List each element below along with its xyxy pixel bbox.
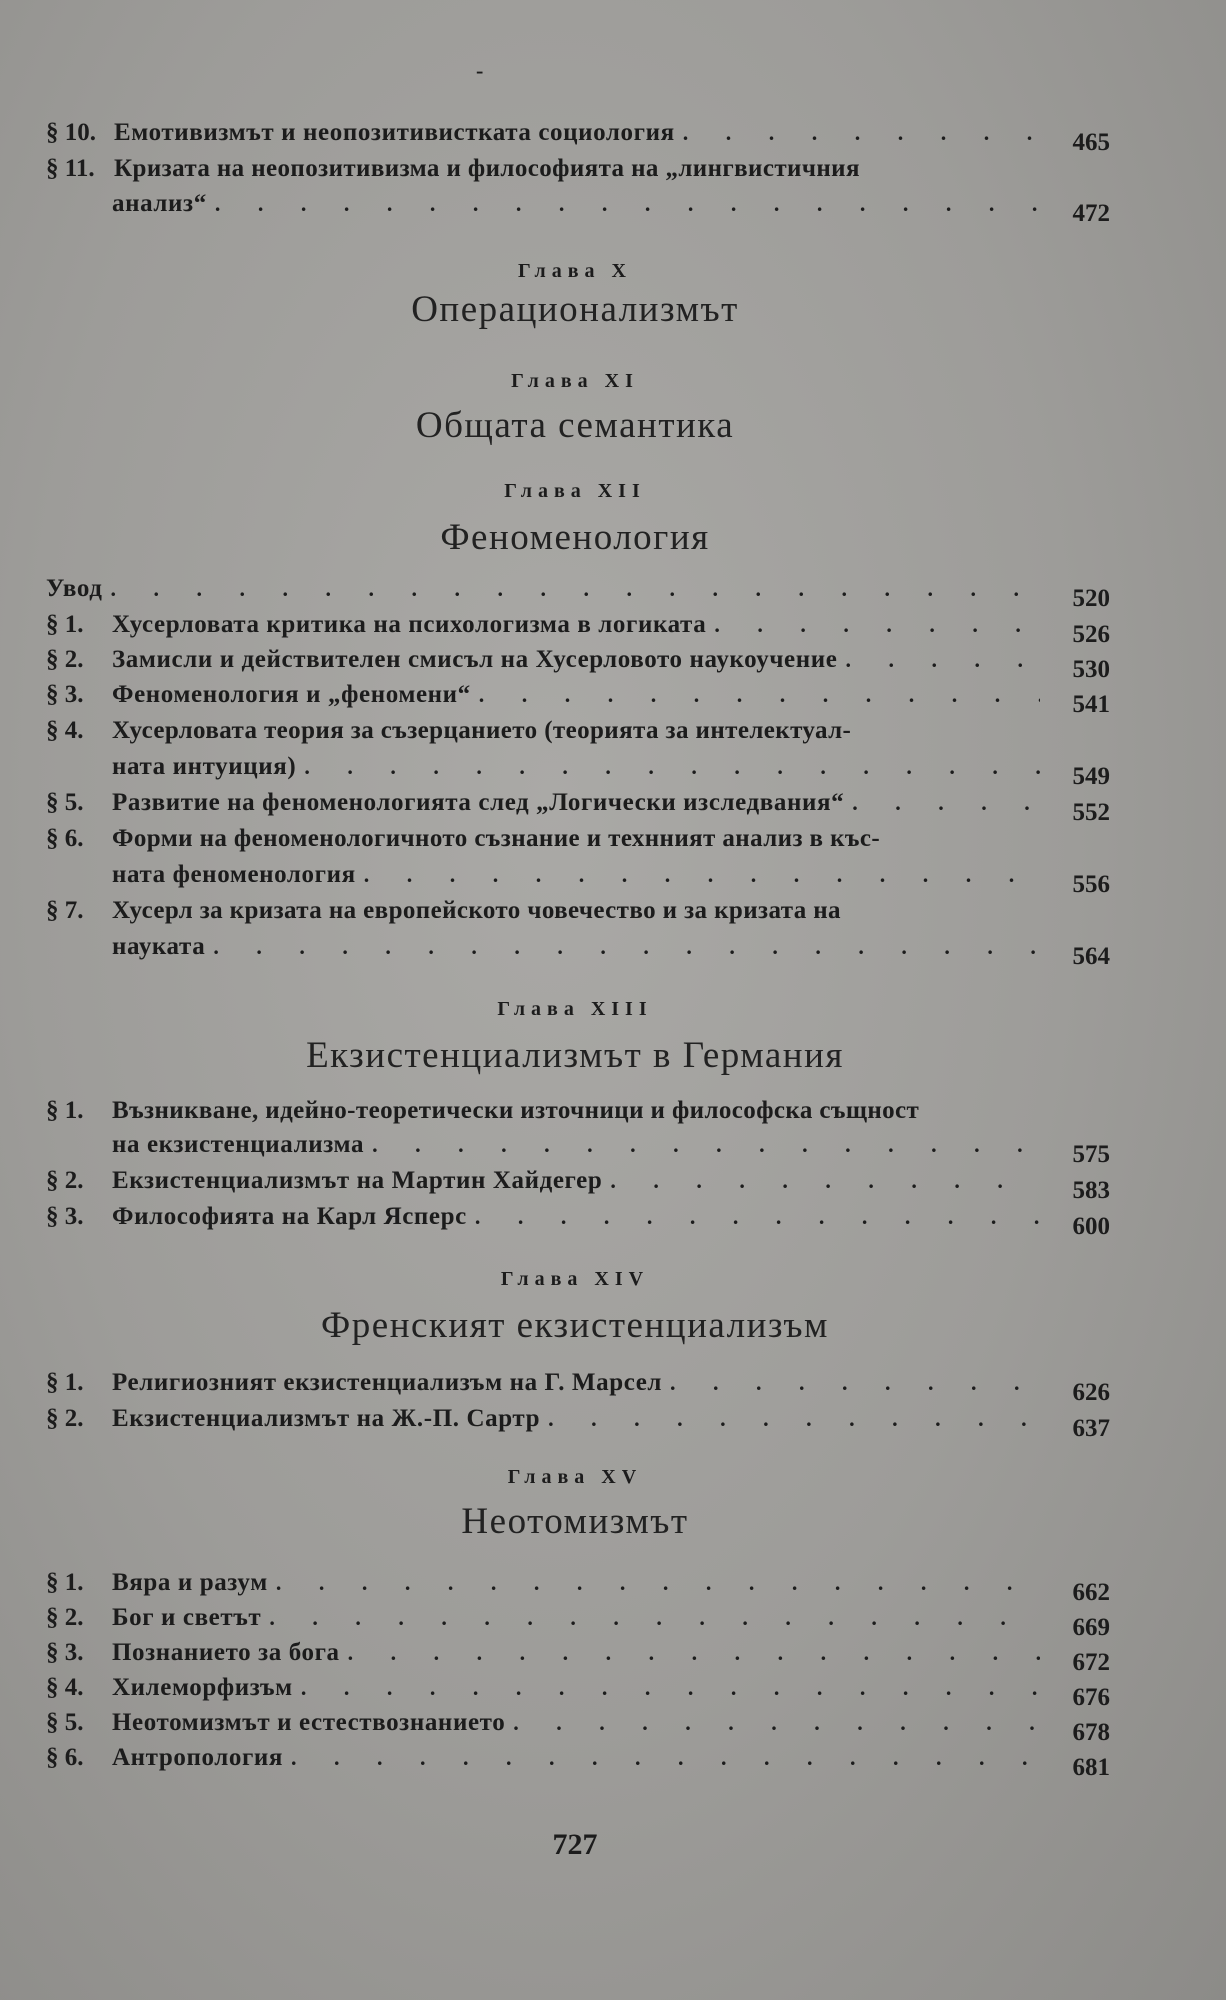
chapter-title-11: Общата семантика — [415, 405, 735, 446]
toc-entry-13-1 — [46, 1096, 1026, 1126]
toc-entry-12-4-cont — [112, 752, 1110, 790]
leader-dots — [548, 1408, 1040, 1430]
toc-title: Неотомизмът и естествознанието — [112, 1709, 506, 1736]
toc-title: Хусерловата критика на психологизма в логиката — [112, 611, 707, 638]
chapter-label-15: Глава XV — [507, 1466, 643, 1488]
toc-title: Увод — [46, 575, 103, 602]
toc-title: Хусерл за кризата на европейското човечество и за кризата на — [112, 897, 841, 924]
leader-dots — [852, 792, 1040, 814]
toc-title: Бог и светът — [112, 1604, 262, 1631]
toc-page: 520 — [1072, 585, 1110, 612]
leader-dots — [215, 193, 1040, 215]
toc-section: § 3. — [46, 1203, 84, 1230]
toc-entry-s11-cont — [112, 189, 1110, 227]
leader-dots — [213, 936, 1040, 958]
toc-title: Екзистенциализмът на Ж.-П. Сартр — [112, 1405, 541, 1432]
chapter-title-12: Феноменология — [440, 517, 710, 558]
toc-entry-12-5 — [46, 788, 1110, 826]
toc-page: 541 — [1072, 691, 1110, 718]
toc-entry-12-1 — [46, 610, 1110, 648]
toc-entry-15-3 — [46, 1638, 1110, 1676]
leader-dots — [269, 1607, 1040, 1629]
toc-section: § 1. — [46, 611, 84, 638]
toc-section: § 4. — [46, 1674, 84, 1701]
toc-title-continuation: анализ“ — [112, 190, 207, 217]
leader-dots — [348, 1642, 1040, 1664]
toc-section: § 7. — [46, 897, 84, 924]
toc-page: 672 — [1072, 1649, 1110, 1676]
toc-entry-intro — [46, 574, 1110, 612]
leader-dots — [683, 122, 1040, 144]
toc-title: Хилеморфизъм — [112, 1674, 293, 1701]
toc-entry-s11 — [46, 154, 1026, 184]
toc-title: Форми на феноменологичното съзнание и технният анализ в къс- — [112, 825, 881, 852]
toc-section: § 6. — [46, 1744, 84, 1771]
toc-section: § 11. — [46, 155, 95, 182]
toc-entry-12-4 — [46, 716, 1026, 746]
toc-page: 583 — [1072, 1177, 1110, 1204]
toc-entry-12-3 — [46, 680, 1110, 718]
toc-page: 600 — [1072, 1213, 1110, 1240]
toc-title-continuation: ната интуиция) — [112, 753, 297, 780]
toc-title-continuation: на екзистенциализма — [112, 1131, 365, 1158]
toc-section: § 6. — [46, 825, 84, 852]
toc-section: § 2. — [46, 646, 84, 673]
toc-page: 556 — [1072, 871, 1110, 898]
leader-dots — [364, 864, 1040, 886]
chapter-label-13: Глава XIII — [497, 998, 653, 1020]
toc-entry-13-3 — [46, 1202, 1110, 1240]
leader-dots — [479, 684, 1040, 706]
leader-dots — [845, 649, 1040, 671]
toc-title-continuation: науката — [112, 933, 206, 960]
toc-section: § 2. — [46, 1167, 84, 1194]
leader-dots — [475, 1206, 1040, 1228]
toc-page: 472 — [1072, 200, 1110, 227]
leader-dots — [610, 1170, 1040, 1192]
leader-dots — [304, 756, 1040, 778]
chapter-title-10: Операционализмът — [411, 289, 739, 330]
toc-title: Замисли и действителен смисъл на Хусерловото наукоучение — [112, 646, 838, 673]
toc-page: 575 — [1072, 1141, 1110, 1168]
toc-entry-15-5 — [46, 1708, 1110, 1746]
toc-section: § 4. — [46, 717, 84, 744]
toc-section: § 1. — [46, 1569, 84, 1596]
toc-page: 626 — [1072, 1379, 1110, 1406]
toc-title: Хусерловата теория за съзерцанието (теорията за интелектуал- — [112, 717, 852, 744]
toc-section: § 1. — [46, 1369, 84, 1396]
toc-title: Познанието за бога — [112, 1639, 340, 1666]
toc-entry-14-2 — [46, 1404, 1110, 1442]
toc-entry-13-1-cont — [112, 1130, 1110, 1168]
chapter-title-13: Екзистенциализмът в Германия — [306, 1035, 844, 1076]
toc-page: 549 — [1072, 763, 1110, 790]
toc-entry-13-2 — [46, 1166, 1110, 1204]
toc-page: 669 — [1072, 1614, 1110, 1641]
toc-title: Кризата на неопозитивизма и философията на „лингвистичния — [114, 155, 860, 182]
chapter-label-11: Глава XI — [511, 370, 639, 392]
toc-page: 526 — [1072, 621, 1110, 648]
toc-page: 678 — [1072, 1719, 1110, 1746]
toc-section: § 2. — [46, 1604, 84, 1631]
toc-entry-15-2 — [46, 1603, 1110, 1641]
toc-title: Вяра и разум — [112, 1569, 268, 1596]
leader-dots — [110, 578, 1040, 600]
toc-title: Антропология — [112, 1744, 284, 1771]
toc-title: Религиозният екзистенциализъм на Г. Марсел — [112, 1369, 663, 1396]
toc-entry-12-7 — [46, 896, 1026, 926]
toc-page: 530 — [1072, 656, 1110, 683]
toc-section: § 3. — [46, 681, 84, 708]
toc-entry-s10 — [46, 118, 1110, 156]
leader-dots — [301, 1677, 1040, 1699]
toc-page: 465 — [1072, 129, 1110, 156]
toc-title: Екзистенциализмът на Мартин Хайдегер — [112, 1167, 603, 1194]
toc-page: 637 — [1072, 1415, 1110, 1442]
leader-dots — [670, 1372, 1040, 1394]
toc-page: 681 — [1072, 1754, 1110, 1781]
leader-dots — [714, 614, 1040, 636]
toc-entry-12-6-cont — [112, 860, 1110, 898]
toc-page: 564 — [1072, 943, 1110, 970]
chapter-title-15: Неотомизмът — [461, 1501, 689, 1542]
top-mark: - — [476, 58, 484, 83]
toc-section: § 10. — [46, 119, 96, 146]
toc-title-continuation: ната феноменология — [112, 861, 356, 888]
toc-title: Възникване, идейно-теоретически източници и философска същност — [112, 1097, 920, 1124]
toc-entry-12-2 — [46, 645, 1110, 683]
leader-dots — [513, 1712, 1040, 1734]
toc-entry-15-1 — [46, 1568, 1110, 1606]
leader-dots — [291, 1747, 1040, 1769]
toc-page: 662 — [1072, 1579, 1110, 1606]
toc-entry-14-1 — [46, 1368, 1110, 1406]
chapter-label-14: Глава XIV — [500, 1268, 650, 1290]
toc-entry-15-6 — [46, 1743, 1110, 1781]
toc-entry-12-6 — [46, 824, 1026, 854]
toc-section: § 5. — [46, 1709, 84, 1736]
toc-entry-12-7-cont — [112, 932, 1110, 970]
toc-title: Философията на Карл Ясперс — [112, 1203, 467, 1230]
toc-title: Развитие на феноменологията след „Логически изследвания“ — [112, 789, 845, 816]
toc-section: § 3. — [46, 1639, 84, 1666]
toc-section: § 5. — [46, 789, 84, 816]
leader-dots — [276, 1572, 1040, 1594]
toc-section: § 1. — [46, 1097, 84, 1124]
toc-section: § 2. — [46, 1405, 84, 1432]
chapter-title-14: Френският екзистенциализъм — [321, 1305, 829, 1346]
toc-title: Емотивизмът и неопозитивистката социология — [114, 119, 675, 146]
toc-title: Феноменология и „феномени“ — [112, 681, 471, 708]
toc-page: 676 — [1072, 1684, 1110, 1711]
chapter-label-12: Глава XII — [504, 480, 646, 502]
toc-page: 552 — [1072, 799, 1110, 826]
leader-dots — [372, 1134, 1040, 1156]
chapter-label-10: Глава X — [518, 260, 632, 282]
page-number: 727 — [552, 1828, 598, 1861]
toc-entry-15-4 — [46, 1673, 1110, 1711]
